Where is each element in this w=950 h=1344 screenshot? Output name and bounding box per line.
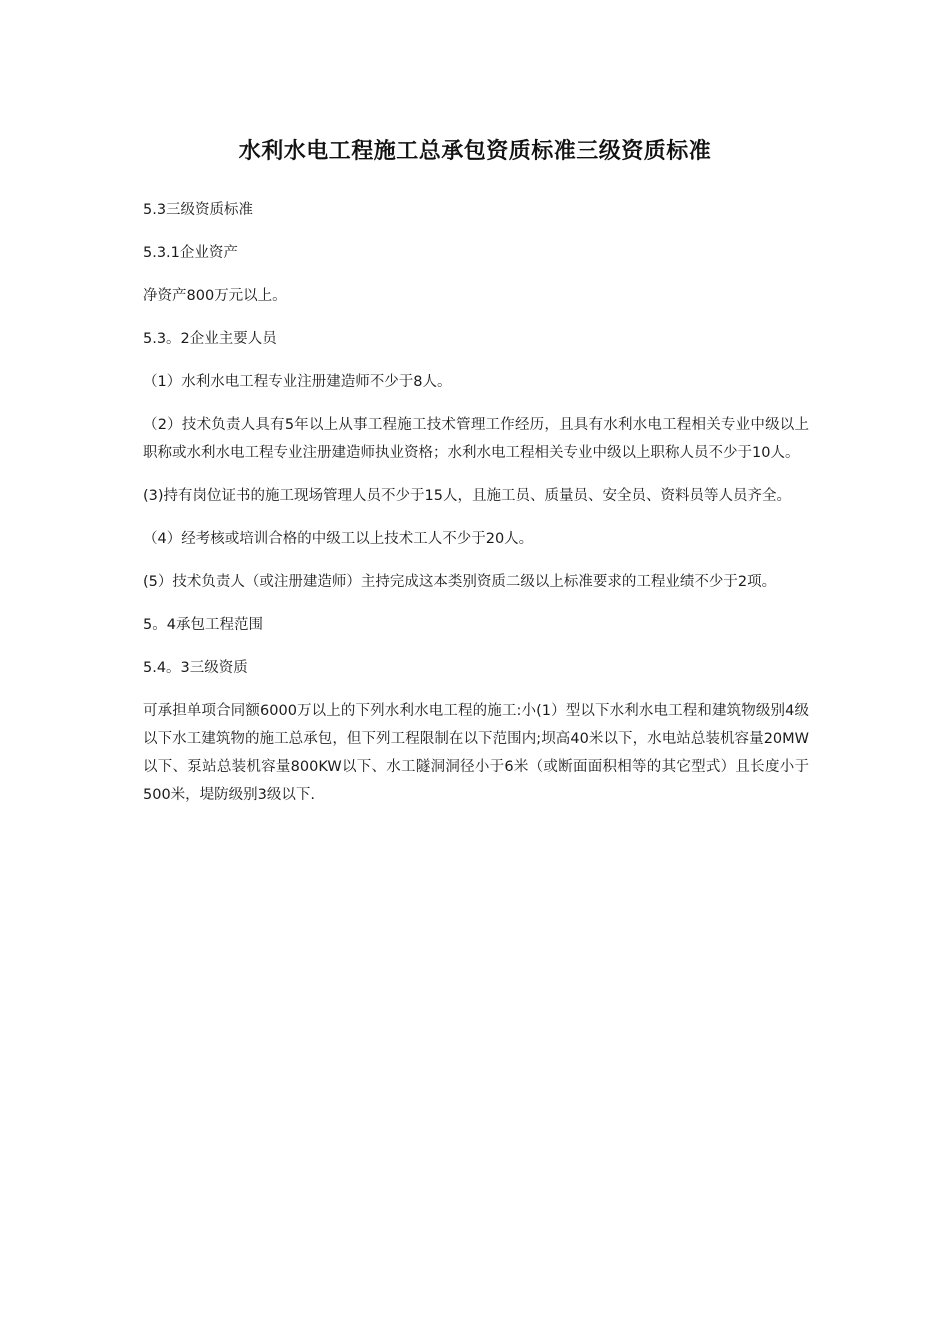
section-heading-5-4: 5。4承包工程范围 — [143, 617, 263, 633]
document-body — [143, 196, 809, 824]
paragraph-item-2: （2）技术负责人具有5年以上从事工程施工技术管理工作经历，且具有水利水电工程相关专业中级以上职称或水利水电工程专业注册建造师执业资格；水利水电工程相关专业中级以上职称人员不少于10人。 — [143, 417, 809, 461]
paragraph-scope: 可承担单项合同额6000万以上的下列水利水电工程的施工:小(1）型以下水利水电工程和建筑物级别4级以下水工建筑物的施工总承包，但下列工程限制在以下范围内;坝高40米以下，水电站总装机容量20MW以下、泵站总装机容量800KW以下、水工隧洞洞径小于6米（或断面面积相等的其它型式）且长度小于500米，堤防级别3级以下. — [143, 703, 809, 803]
paragraph-item-5: (5）技术负责人（或注册建造师）主持完成这本类别资质二级以上标准要求的工程业绩不少于2项。 — [143, 574, 777, 590]
document-title: 水利水电工程施工总承包资质标准三级资质标准 — [238, 139, 712, 164]
paragraph-item-4: （4）经考核或培训合格的中级工以上技术工人不少于20人。 — [143, 531, 534, 547]
section-heading-5-4-3: 5.4。3三级资质 — [143, 660, 248, 676]
paragraph-net-assets: 净资产800万元以上。 — [143, 288, 287, 304]
section-heading-5-3-2: 5.3。2企业主要人员 — [143, 331, 277, 347]
section-heading-5-3-1: 5.3.1企业资产 — [143, 245, 238, 261]
paragraph-item-3: (3)持有岗位证书的施工现场管理人员不少于15人，且施工员、质量员、安全员、资料员等人员齐全。 — [143, 488, 791, 504]
section-heading-5-3: 5.3三级资质标准 — [143, 202, 254, 218]
paragraph-item-1: （1）水利水电工程专业注册建造师不少于8人。 — [143, 374, 452, 390]
